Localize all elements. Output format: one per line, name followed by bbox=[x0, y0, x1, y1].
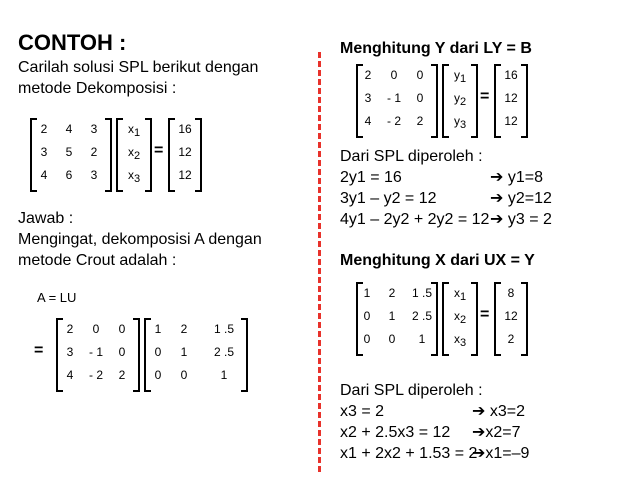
solution-equation: x3 = 2 bbox=[340, 403, 385, 420]
lu-L-cell: 0 bbox=[118, 322, 126, 336]
sys-left-coef-cell: 3 bbox=[90, 168, 98, 182]
solution-result: ➔ y2=12 bbox=[490, 190, 552, 207]
sys-left-coef-cell: 4 bbox=[65, 122, 73, 136]
slide-title: CONTOH : bbox=[18, 30, 127, 55]
lu-U-cell: 1 bbox=[180, 345, 188, 359]
sys-left-coef-right-bracket bbox=[105, 118, 112, 192]
lu-L-cell: 2 bbox=[66, 322, 74, 336]
sys-x-coef-cell: 1 bbox=[388, 309, 396, 323]
sys-left-rhs-cell: 12 bbox=[178, 145, 192, 159]
lu-U-cell: 1 bbox=[154, 322, 162, 336]
lu-L-cell: 2 bbox=[118, 368, 126, 382]
lu-U-cell: 1 bbox=[220, 368, 228, 382]
sys-y-coef-cell: 0 bbox=[416, 91, 424, 105]
sys-y-var-right-bracket bbox=[471, 64, 478, 138]
sys-y-rhs-cell: 12 bbox=[504, 91, 518, 105]
sys-x-coef-cell: 0 bbox=[388, 332, 396, 346]
lu-L-cell: - 2 bbox=[88, 368, 104, 382]
jawab-label: Jawab : bbox=[18, 210, 74, 227]
sys-x-coef-left-bracket bbox=[356, 282, 363, 356]
sys-left-coef-cell: 3 bbox=[90, 122, 98, 136]
solution-equation: 4y1 – 2y2 + 2y2 = 12 bbox=[340, 211, 490, 228]
sys-y-coef-cell: 0 bbox=[390, 68, 398, 82]
lu-label: A = LU bbox=[37, 290, 77, 305]
sys-y-coef-cell: 3 bbox=[364, 91, 372, 105]
lu-U-cell: 2 .5 bbox=[213, 345, 235, 359]
sys-y-rhs-right-bracket bbox=[521, 64, 528, 138]
sys-x-coef-cell: 1 bbox=[418, 332, 426, 346]
lu-U-cell: 0 bbox=[154, 368, 162, 382]
sys-y-rhs-cell: 16 bbox=[504, 68, 518, 82]
sys-x-rhs-cell: 12 bbox=[504, 309, 518, 323]
lu-U-cell: 0 bbox=[154, 345, 162, 359]
sys-left-coef-cell: 6 bbox=[65, 168, 73, 182]
sys-x-rhs-cell: 8 bbox=[507, 286, 515, 300]
sys-y-var-left-bracket bbox=[442, 64, 449, 138]
heading-y: Menghitung Y dari LY = B bbox=[340, 40, 532, 57]
sys-left-rhs-cell: 16 bbox=[178, 122, 192, 136]
sys-y-var-entry: y1 bbox=[453, 68, 467, 85]
sys-x-coef-cell: 0 bbox=[363, 309, 371, 323]
sys-x-var-entry: x2 bbox=[453, 309, 467, 326]
lu-equals: = bbox=[34, 342, 44, 359]
solution-result: ➔ y1=8 bbox=[490, 169, 543, 186]
explain-line-1: Mengingat, dekomposisi A dengan bbox=[18, 231, 262, 248]
solution-result: ➔x2=7 bbox=[472, 424, 521, 441]
sys-left-coef-cell: 4 bbox=[40, 168, 48, 182]
sys-y-coef-cell: 2 bbox=[364, 68, 372, 82]
sys-x-coef-cell: 0 bbox=[363, 332, 371, 346]
sys-left-var-entry: x1 bbox=[127, 122, 141, 139]
explain-line-2: metode Crout adalah : bbox=[18, 252, 177, 269]
sys-x-coef-cell: 2 bbox=[388, 286, 396, 300]
sys-x-coef-right-bracket bbox=[431, 282, 438, 356]
sys-left-var-right-bracket bbox=[145, 118, 152, 192]
sys-y-rhs-left-bracket bbox=[494, 64, 501, 138]
lu-L-cell: - 1 bbox=[88, 345, 104, 359]
sys-y-coef-cell: - 1 bbox=[386, 91, 402, 105]
sys-x-var-left-bracket bbox=[442, 282, 449, 356]
sys-x-rhs-right-bracket bbox=[521, 282, 528, 356]
lu-L-cell: 0 bbox=[92, 322, 100, 336]
sys-x-rhs-cell: 2 bbox=[507, 332, 515, 346]
sys-y-var-entry: y3 bbox=[453, 114, 467, 131]
sys-left-coef-left-bracket bbox=[30, 118, 37, 192]
sys-left-coef-cell: 5 bbox=[65, 145, 73, 159]
sys-left-rhs-right-bracket bbox=[195, 118, 202, 192]
sys-y-coef-cell: 0 bbox=[416, 68, 424, 82]
sys-left-var-left-bracket bbox=[116, 118, 123, 192]
solution-equation: 3y1 – y2 = 12 bbox=[340, 190, 437, 207]
solution-result: ➔ y3 = 2 bbox=[490, 211, 552, 228]
sys-left-var-entry: x3 bbox=[127, 168, 141, 185]
sys-x-var-entry: x1 bbox=[453, 286, 467, 303]
intro-line-2: metode Dekomposisi : bbox=[18, 80, 177, 97]
y-solution-intro: Dari SPL diperoleh : bbox=[340, 148, 483, 165]
solution-equation: x2 + 2.5x3 = 12 bbox=[340, 424, 451, 441]
sys-left-rhs-cell: 12 bbox=[178, 168, 192, 182]
intro-line-1: Carilah solusi SPL berikut dengan bbox=[18, 59, 259, 76]
sys-left-equals: = bbox=[154, 142, 164, 159]
sys-x-coef-cell: 1 .5 bbox=[411, 286, 433, 300]
sys-left-rhs-left-bracket bbox=[168, 118, 175, 192]
lu-L-left-bracket bbox=[56, 318, 63, 392]
lu-L-cell: 4 bbox=[66, 368, 74, 382]
sys-x-rhs-left-bracket bbox=[494, 282, 501, 356]
column-divider bbox=[318, 52, 321, 472]
sys-x-coef-cell: 1 bbox=[363, 286, 371, 300]
sys-x-var-entry: x3 bbox=[453, 332, 467, 349]
lu-U-left-bracket bbox=[144, 318, 151, 392]
sys-y-coef-left-bracket bbox=[356, 64, 363, 138]
sys-y-coef-cell: 2 bbox=[416, 114, 424, 128]
sys-left-coef-cell: 2 bbox=[40, 122, 48, 136]
lu-L-right-bracket bbox=[133, 318, 140, 392]
solution-equation: x1 + 2x2 + 1.53 = 2 bbox=[340, 445, 478, 462]
sys-left-var-entry: x2 bbox=[127, 145, 141, 162]
lu-L-cell: 0 bbox=[118, 345, 126, 359]
sys-y-coef-right-bracket bbox=[431, 64, 438, 138]
solution-result: ➔x1=–9 bbox=[472, 445, 530, 462]
lu-U-cell: 0 bbox=[180, 368, 188, 382]
x-solution-intro: Dari SPL diperoleh : bbox=[340, 382, 483, 399]
sys-x-var-right-bracket bbox=[471, 282, 478, 356]
lu-U-cell: 1 .5 bbox=[213, 322, 235, 336]
sys-left-coef-cell: 2 bbox=[90, 145, 98, 159]
heading-x: Menghitung X dari UX = Y bbox=[340, 252, 535, 269]
sys-x-coef-cell: 2 .5 bbox=[411, 309, 433, 323]
sys-y-equals: = bbox=[480, 88, 490, 105]
lu-U-cell: 2 bbox=[180, 322, 188, 336]
sys-y-coef-cell: - 2 bbox=[386, 114, 402, 128]
sys-y-coef-cell: 4 bbox=[364, 114, 372, 128]
solution-result: ➔ x3=2 bbox=[472, 403, 525, 420]
sys-left-coef-cell: 3 bbox=[40, 145, 48, 159]
sys-y-rhs-cell: 12 bbox=[504, 114, 518, 128]
solution-equation: 2y1 = 16 bbox=[340, 169, 402, 186]
sys-y-var-entry: y2 bbox=[453, 91, 467, 108]
lu-L-cell: 3 bbox=[66, 345, 74, 359]
lu-U-right-bracket bbox=[241, 318, 248, 392]
sys-x-equals: = bbox=[480, 306, 490, 323]
